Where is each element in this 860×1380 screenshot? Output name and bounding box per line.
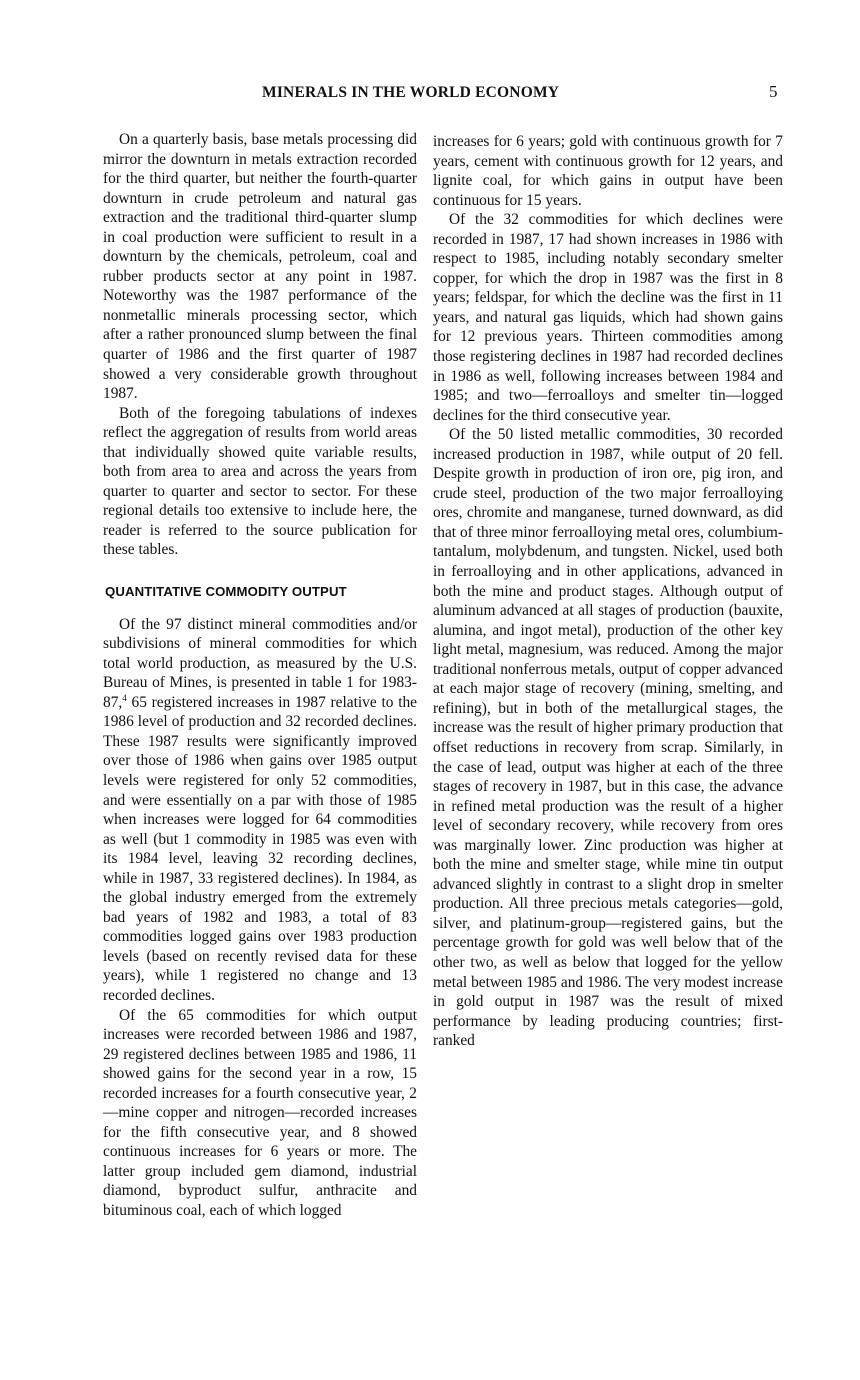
running-title: MINERALS IN THE WORLD ECONOMY [262,84,560,101]
page-number: 5 [769,82,778,101]
section-heading: QUANTITATIVE COMMODITY OUTPUT [105,584,347,600]
paragraph: Of the 32 commodities for which declines were recorded in 1987, 17 had shown increases in 1986 with respect to 1985, including notably secondary smelter copper, for which the drop in 1987 was the first in 8 years; feldspar, for which the decline was the first in 11 years, and natural gas liquids, which had shown gains for 12 previous years. Thirteen commodities among those registering declines in 1987 had recorded declines in 1986 as well, following increases between 1984 and 1985; and two—ferroalloys and smelter tin—logged declines for the third consecutive year. [433,211,783,424]
paragraph: Of the 50 listed metallic commodities, 30 recorded increased production in 1987, while output of 20 fell. Despite growth in production of iron ore, pig iron, and crude steel, production of the two major ferroalloying ores, chromite and manganese, turned downward, as did that of three minor ferroalloying metal ores, columbium-tantalum, molybdenum, and tungsten. Nickel, used both in ferroalloying and in other applications, advanced in both the mine and product stages. Although output of aluminum advanced at all stages of production (bauxite, alumina, and ingot metal), production of the other key light metal, magnesium, was reduced. Among the major traditional nonferrous metals, output of copper advanced at each major stage of recovery (mining, smelting, and refining), but in both of the metallurgical stages, the increase was the result of higher primary production that offset reductions in recovery from scrap. Similarly, in the case of lead, output was higher at each of the three stages of recovery in 1987, but in this case, the advance in refined metal production was the result of a higher level of secondary recovery, while recovery from ores was marginally lower. Zinc production was higher at both the mine and smelter stage, while mine tin output advanced slightly in contrast to a slight drop in smelter production. All three precious metals categories—gold, silver, and platinum-group—registered gains, but the percentage growth for gold was well below that of the other two, as well as below that logged for the yellow metal between 1985 and 1986. The very modest increase in gold output in 1987 was the result of mixed performance by leading producing countries; first-ranked [433,426,783,1050]
paragraph-text: Of the 97 distinct mineral commodities and/or subdivisions of mineral commodities for which total world production, as measured by the U.S. Bureau of Mines, is presented in table 1 for 1983-87, [103,615,417,711]
paragraph: Of the 65 commodities for which output increases were recorded between 1986 and 1987, 29 registered declines between 1985 and 1986, 11 showed gains for the second year in a row, 15 recorded increases for a fourth consecutive year, 2—mine copper and nitrogen—recorded increases for the fifth consecutive year, and 8 showed continuous increases for 6 years or more. The latter group included gem diamond, industrial diamond, byproduct sulfur, anthracite and bituminous coal, each of which logged [103,1006,417,1219]
page-header [0,84,860,108]
paragraph [103,615,417,1006]
paragraph: Both of the foregoing tabulations of indexes reflect the aggregation of results from world areas that individually showed quite variable results, both from area to area and across the years from quarter to quarter and sector to sector. For these regional details too extensive to include here, the reader is referred to the source publication for these tables. [103,404,417,559]
paragraph-text: 65 registered increases in 1987 relative to the 1986 level of production and 32 recorded declines. These 1987 results were significantly improved over those of 1986 when gains over 1985 output levels were registered for only 52 commodities, and were essentially on a par with those of 1985 when increases were logged for 64 commodities as well (but 1 commodity in 1985 was even with its 1984 level, leaving 32 recording declines, while in 1987, 33 registered declines). In 1984, as the global industry emerged from the extremely bad years of 1982 and 1983, a total of 83 commodities logged gains over 1983 production levels (based on recently revised data for these years), while 1 registered no change and 13 recorded declines. [103,693,417,1004]
left-column [103,130,417,1221]
paragraph: On a quarterly basis, base metals processing did mirror the downturn in metals extraction recorded for the third quarter, but neither the fourth-quarter downturn in crude petroleum and natural gas extraction and the traditional third-quarter slump in coal production were sufficient to result in a downturn by the chemicals, petroleum, coal and rubber products sector at any point in 1987. Noteworthy was the 1987 performance of the nonmetallic minerals processing sector, which after a rather pronounced slump between the final quarter of 1986 and the first quarter of 1987 showed a very considerable growth throughout 1987. [103,131,417,403]
footnote-marker: 4 [122,692,127,703]
paragraph-continued: increases for 6 years; gold with continuous growth for 7 years, cement with continuous growth for 12 years, and lignite coal, for which gains in output have been continuous for 15 years. [433,133,783,209]
right-column [433,132,783,1051]
